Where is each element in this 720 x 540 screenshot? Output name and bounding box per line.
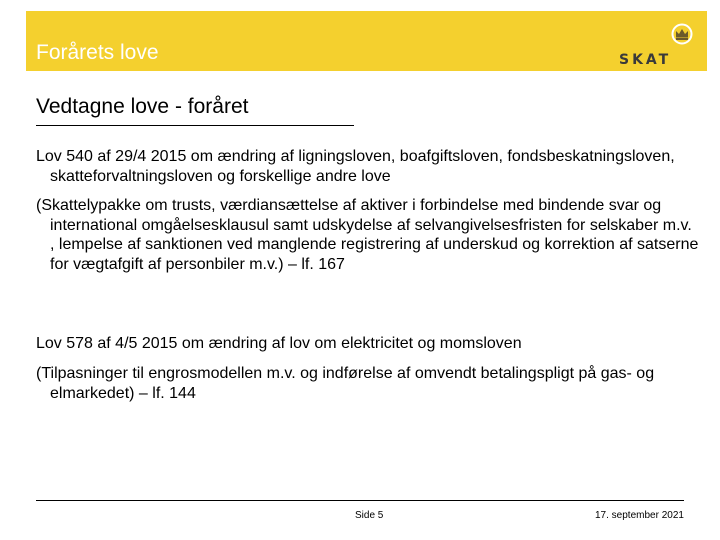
law-paragraph-2: (Skattelypakke om trusts, værdiansættelse af aktiver i forbindelse med bindende svar og international omgåelsesklausul samt udskydelse af selvangivelsesfristen for selskaber m.v. , lempelse af sanktionen ved manglende registrering af underskud og korrektion af satserne for vægtafgift af personbiler m.v.) – lf. 167 — [36, 197, 699, 273]
svg-text:SKAT: SKAT — [619, 52, 672, 66]
skat-logo — [618, 21, 698, 66]
crown-icon — [618, 21, 698, 66]
law-paragraph-3: Lov 578 af 4/5 2015 om ændring af lov om elektricitet og momsloven — [36, 335, 522, 352]
law-paragraph-4: (Tilpasninger til engrosmodellen m.v. og indførelse af omvendt betalingspligt på gas- og elmarkedet) – lf. 144 — [36, 365, 655, 402]
subtitle-divider — [36, 125, 354, 126]
section-subtitle: Vedtagne love - foråret — [36, 95, 249, 118]
footer-divider — [36, 500, 684, 501]
slide-title: Forårets love — [36, 41, 159, 64]
law-paragraph-1: Lov 540 af 29/4 2015 om ændring af ligningsloven, boafgiftsloven, fondsbeskatningsloven, skatteforvaltningsloven og forskellige andre love — [36, 148, 675, 185]
footer-date: 17. september 2021 — [595, 510, 684, 521]
header-banner — [26, 11, 707, 71]
page-number: Side 5 — [355, 510, 384, 521]
